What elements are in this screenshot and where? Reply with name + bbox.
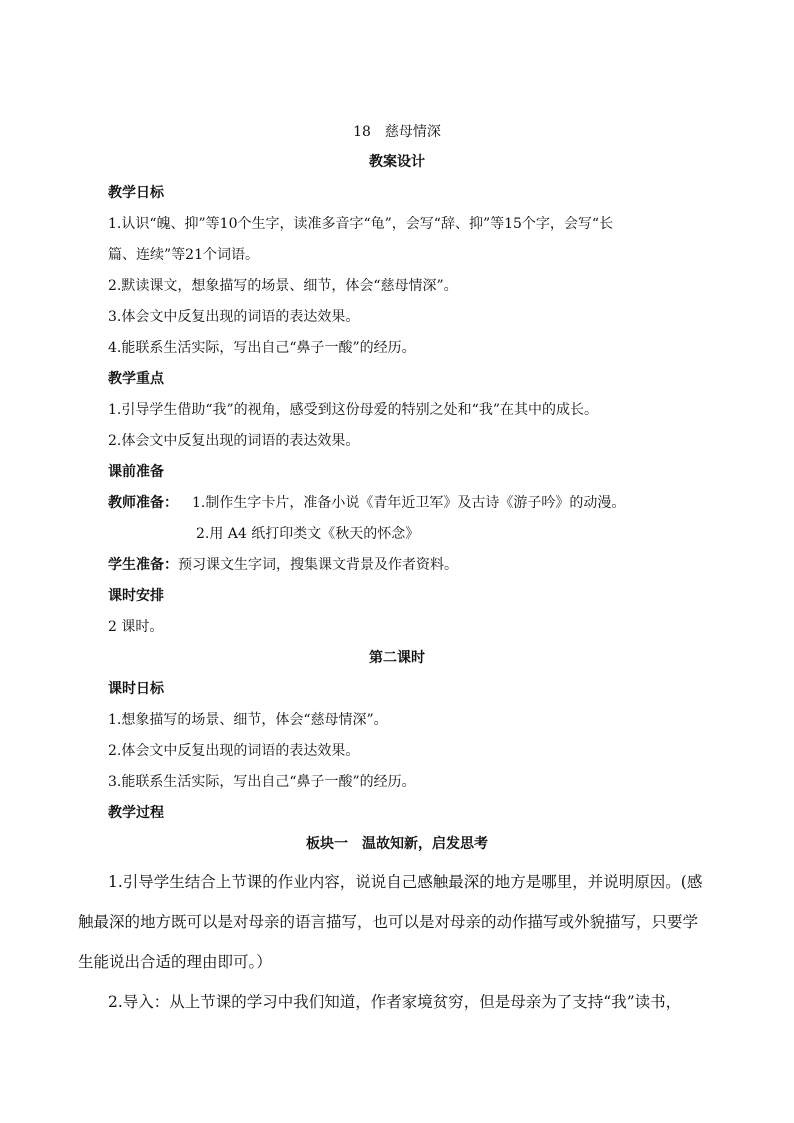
process-heading: 教学过程 — [108, 805, 164, 821]
teacher-prep-label: 教师准备： — [108, 495, 178, 511]
lesson-goal-line: 1.想象描写的场景、细节，体会“慈母情深”。 — [108, 712, 388, 728]
goal-line: 篇、连续”等21个词语。 — [108, 247, 259, 263]
subtitle: 教案设计 — [369, 154, 425, 170]
block1-para-line: 生能说出合适的理由即可。） — [78, 953, 272, 971]
goal-line: 3.体会文中反复出现的词语的表达效果。 — [108, 309, 360, 325]
teacher-prep-item: 2.用 A4 纸打印类文《秋天的怀念》 — [196, 526, 420, 542]
lesson2-title: 第二课时 — [369, 650, 425, 666]
intro-label: 2.导入： — [108, 993, 170, 1011]
lesson-title: 18 慈母情深 — [353, 124, 441, 140]
prep-heading: 课前准备 — [108, 464, 164, 480]
focus-line: 1.引导学生借助“我”的视角，感受到这份母爱的特别之处和“我”在其中的成长。 — [108, 402, 598, 418]
student-prep-text: 预习课文生字词，搜集课文背景及作者资料。 — [178, 557, 458, 573]
focus-heading: 教学重点 — [108, 371, 164, 387]
block1-title: 板块一 温故知新，启发思考 — [306, 836, 488, 852]
goal-line: 2.默读课文，想象描写的场景、细节，体会“慈母情深”。 — [108, 278, 458, 294]
goals-heading: 教学日标 — [108, 185, 164, 201]
student-prep-label: 学生准备： — [108, 557, 178, 573]
block1-para-line: 触最深的地方既可以是对母亲的语言描写，也可以是对母亲的动作描写或外貌描写，只要学 — [78, 913, 699, 931]
teacher-prep-item: 1.制作生字卡片，准备小说《青年近卫军》及古诗《游子吟》的动漫。 — [192, 495, 626, 511]
student-prep-line — [108, 555, 458, 575]
block1-para-line: 1.引导学生结合上节课的作业内容，说说自己感触最深的地方是哪里，并说明原因。(感 — [108, 873, 703, 891]
lesson-goals-heading: 课时日标 — [108, 681, 164, 697]
intro-text: 从上节课的学习中我们知道，作者家境贫穷，但是母亲为了支持“我”读书， — [169, 993, 682, 1011]
schedule-text: 2 课时。 — [108, 619, 164, 635]
goal-line: 4.能联系生活实际，写出自己“鼻子一酸”的经历。 — [108, 340, 416, 356]
intro-line — [108, 992, 681, 1012]
focus-line: 2.体会文中反复出现的词语的表达效果。 — [108, 433, 360, 449]
goal-line: 1.认识“魄、抑”等10个生字，读准多音字“龟”，会写“辞、抑”等15个字，会写“长 — [108, 216, 614, 232]
teacher-prep-line — [108, 493, 625, 513]
schedule-heading: 课时安排 — [108, 588, 164, 604]
lesson-goal-line: 3.能联系生活实际，写出自己“鼻子一酸”的经历。 — [108, 774, 416, 790]
lesson-goal-line: 2.体会文中反复出现的词语的表达效果。 — [108, 743, 360, 759]
